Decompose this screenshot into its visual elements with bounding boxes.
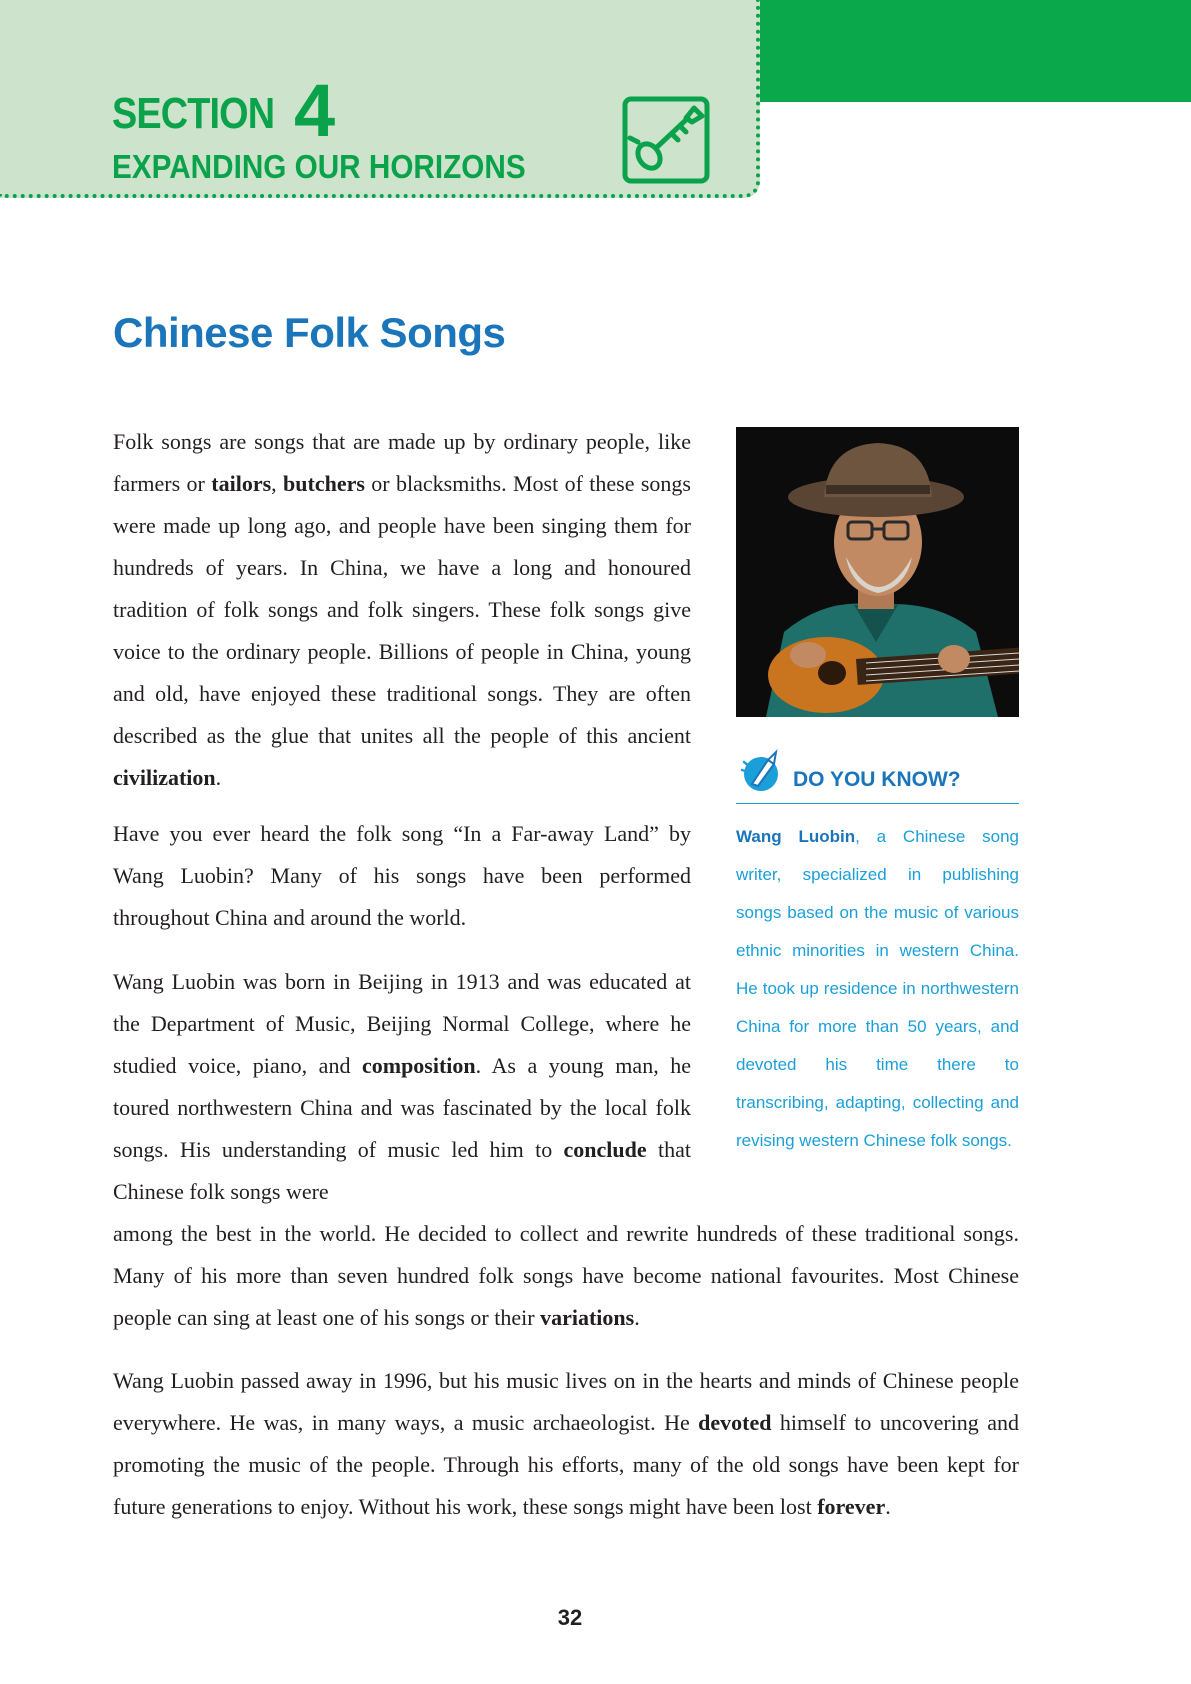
paragraph-legacy [113,1360,1019,1528]
sidebar-name: Wang Luobin [736,827,856,846]
divider [736,803,1019,804]
text-run: . [215,765,222,790]
term-tailors: tailors [211,471,272,496]
do-you-know-title: DO YOU KNOW? [793,768,961,791]
term-civilization: civilization [113,765,216,790]
text-run: Wang Luobin passed away in 1996, but his music lives on in the hearts and minds of Chinese people everywhere. He was, in many ways, a music archaeologist. He [113,1368,1019,1435]
section-label: SECTION [112,89,275,138]
text-run: Folk songs are songs that are made up by ordinary people, like farmers or [113,429,691,496]
key-icon [622,96,710,184]
text-run: , [271,471,284,496]
text-run: . [634,1305,640,1330]
page-title: Chinese Folk Songs [113,309,506,356]
page-number: 32 [557,1605,583,1630]
header-accent-bar [760,0,1191,102]
text-run: that Chinese folk songs were [113,1137,691,1204]
term-variations: variations [540,1305,635,1330]
text-run: or blacksmiths. Most of these songs were made up long ago, and people have been singing them for hundreds of years. In China, we have a long and honoured tradition of folk songs and folk singers. These folk songs give voice to the ordinary people. Billions of people in China, young and old, have enjoyed these traditional songs. They are often described as the glue that unites all the people of this ancient [113,471,691,748]
text-run: Wang Luobin was born in Beijing in 1913 and was educated at the Department of Music, Beijing Normal College, where he studied voice, piano, and [113,969,691,1078]
term-forever: forever [817,1494,886,1519]
text-run: . As a young man, he toured northwestern China and was fascinated by the local folk songs. His understanding of music led him to [113,1053,691,1162]
paragraph-biography-continued [113,1213,1019,1339]
paragraph-far-away-land: Have you ever heard the folk song “In a Far-away Land” by Wang Luobin? Many of his songs have been performed throughout China and around the world. [113,821,691,930]
text-run: . [885,1494,891,1519]
term-devoted: devoted [698,1410,772,1435]
portrait-photo [736,427,1019,717]
term-butchers: butchers [283,471,365,496]
section-subtitle: EXPANDING OUR HORIZONS [112,148,526,185]
paragraph-biography [113,961,691,1213]
term-composition: composition [361,1053,476,1078]
paragraph-intro [113,421,691,799]
do-you-know-text [736,818,1019,1160]
section-number: 4 [294,69,336,152]
pen-nib-icon [738,748,786,794]
text-run: himself to uncovering and promoting the music of the people. Through his efforts, many of the old songs have been kept for future generations to enjoy. Without his work, these songs might have been lost [113,1410,1019,1519]
sidebar-body: , a Chinese song writer, specialized in publishing songs based on the music of various ethnic minorities in western China. He took up residence in northwestern China for more than 50 years, and devoted his time there to transcribing, adapting, collecting and revising western Chinese folk songs. [736,827,1019,1150]
term-conclude: conclude [563,1137,647,1162]
text-run: among the best in the world. He decided to collect and rewrite hundreds of these traditional songs. Many of his more than seven hundred folk songs have become national favourites. Most Chinese people can sing at least one of his songs or their [113,1221,1019,1330]
